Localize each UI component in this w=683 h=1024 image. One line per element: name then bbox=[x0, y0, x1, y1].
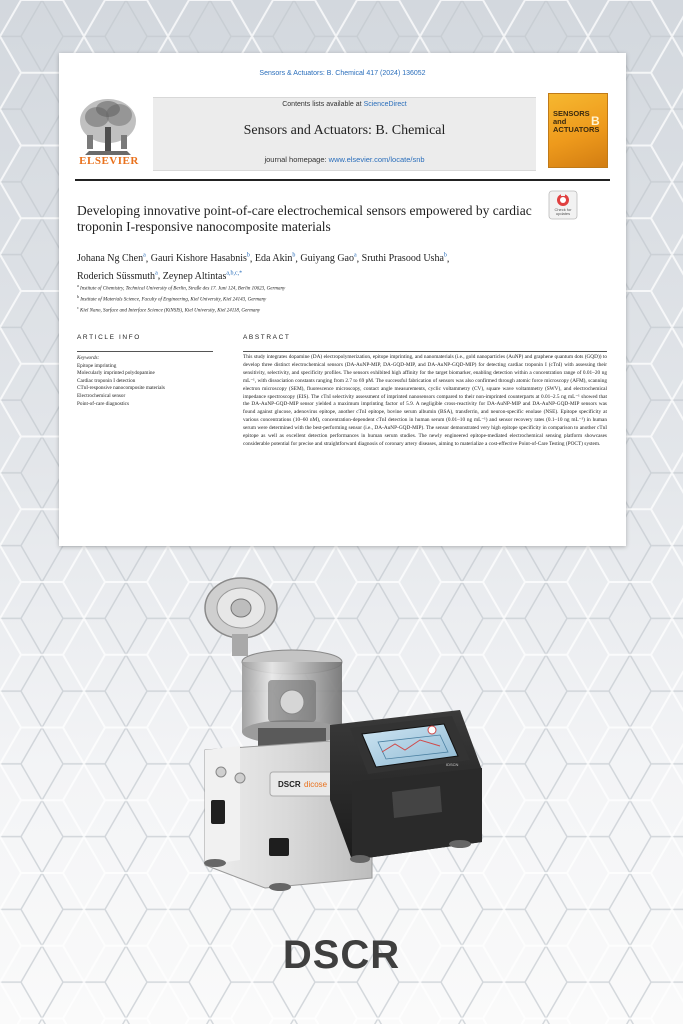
article-info-heading: ARTICLE INFO bbox=[77, 334, 141, 341]
dscr-device-image bbox=[0, 560, 683, 920]
homepage-link[interactable]: www.elsevier.com/locate/snb bbox=[328, 155, 425, 164]
author[interactable]: Guiyang Gao$^a$ bbox=[300, 253, 357, 265]
journal-cover-thumbnail bbox=[548, 93, 608, 168]
keyword-item: Electrochemical sensor bbox=[77, 392, 126, 399]
abstract-text: This study integrates dopamine (DA) electropolymerization, epitope imprinting, and nanomaterials (i.e., gold nanoparticles (AuNP) and graphene quantum dots (GQD)) to develop three distinct electrochemical sensors (DA-AuNP-MIP, DA-GQD-MIP, and DA-AuNP-GQD-MIP) for detecting cardiac troponin I (cTnI) with assessing their sensitivity, selectivity, and specificity profiles. The sensors exhibited high affinity for the target biomarker, enabling detection within a concentration range of 0.01–20 ng mL⁻¹, with dissociation constants ranging from 2.7 to 69 pM. The successful fabrication of sensors was also confirmed through atomic force microscopy (AFM), scanning electron microscopy (SEM), fluorescence microscopy, contact angle measurements, cyclic voltammetry (CV), square wave voltammetry (SWV), and electrochemical impedance spectroscopy (EIS). The cTnI selectivity assessment of imprinted nanosensors compared to their non-imprinted counterparts at 0.01–2.5 ng mL⁻¹ showed that the DA-AuNP-GQD-MIP sensor yielded a maximum imprinting factor of 5.9. A negligible cross-reactivity for DA-AuNP-MIP and DA-AuNP-GQD-MIP sensors was found against glucose, adenovirus epitope, another cTnI epitope, bovine serum albumin (BSA), transferrin, and neuron-specific enolase (NSE). Epitope specificity at various concentrations (10–60 nM), concentration-dependent cTnI detection in human serum (0.01–10 ng mL⁻¹) and sensor recovery rates (0.1–10 ng mL⁻¹) in human serum were determined with the best-performing sensor (i.e., DA-AuNP-GQD-MIP). The sensor demonstrated very high epitope specificity in comparison to another cTnI epitope as well as excellent detection performances in human serum studies. The newly engineered epitope-mediated electrochemical sensing platform showcases considerable potential for precise and straightforward diagnosis of coronary artery diseases, aiming to materialize a cost-effective Point-of-Care Testing (POCT) system. bbox=[243, 354, 607, 447]
keyword-item: Cardiac troponin I detection bbox=[77, 377, 136, 384]
paper-first-page bbox=[59, 53, 626, 546]
keyword-item: Epitope imprinting bbox=[77, 362, 117, 369]
author[interactable]: Zeynep Altintas$^{a,b,c,*}$ bbox=[162, 270, 243, 282]
brand-title: DSCR bbox=[282, 933, 401, 977]
author[interactable]: Johana Ng Chen$^a$ bbox=[77, 253, 146, 265]
homepage-line: journal homepage: www.elsevier.com/locate/snb bbox=[264, 155, 425, 164]
author[interactable]: Sruthi Prasood Usha$^b$ bbox=[361, 253, 447, 265]
check-for-updates-label: Check for updates bbox=[554, 207, 572, 216]
chamber-lid bbox=[205, 578, 277, 656]
device-label-text: DSCR bbox=[278, 780, 301, 789]
cover-letter: B bbox=[591, 114, 600, 128]
article-info-rule bbox=[77, 351, 213, 352]
journal-masthead bbox=[153, 97, 536, 171]
elsevier-wordmark: ELSEVIER bbox=[79, 155, 139, 167]
affiliation-item: $^b$ Institute of Materials Science, Faculty of Engineering, Kiel University, Kiel 24143, Germany bbox=[77, 294, 267, 303]
author[interactable]: Gauri Kishore Hasabnis$^b$ bbox=[150, 253, 250, 265]
abstract-heading: ABSTRACT bbox=[243, 334, 291, 341]
control-unit bbox=[330, 710, 482, 860]
author[interactable]: Roderich Süssmuth$^a$ bbox=[77, 270, 158, 282]
contents-line: Contents lists available at ScienceDirect bbox=[282, 101, 407, 108]
vacuum-chamber bbox=[242, 650, 342, 746]
journal-reference[interactable]: Sensors & Actuators: B. Chemical 417 (2024) 136052 bbox=[259, 70, 426, 77]
screen-bezel-text: IDSCN bbox=[446, 762, 459, 767]
device-label-brand: dicose bbox=[304, 780, 328, 789]
keyword-item: CTnI-responsive nanocomposite materials bbox=[77, 385, 165, 392]
paper-title: Developing innovative point-of-care electrochemical sensors empowered by cardiac troponin I-responsive nanocomposite materials bbox=[77, 203, 532, 234]
keywords-heading: Keywords: bbox=[77, 355, 100, 361]
cover-title: SENSORS and ACTUATORS bbox=[553, 109, 600, 134]
affiliations bbox=[77, 282, 607, 315]
affiliation-item: $^a$ Institute of Chemistry, Technical University of Berlin, Straße des 17. Juni 124, Berlin 10623, Germany bbox=[77, 283, 286, 292]
header-divider bbox=[75, 179, 610, 181]
author-list: Johana Ng Chen$^a$, Gauri Kishore Hasabnis$^b$, Eda Akin$^b$, Guiyang Gao$^a$, Sruthi Prasood Usha$^b$, Roderich Süssmuth$^a$, Zeynep Altintas$^{a,b,c,*}$ bbox=[77, 253, 450, 282]
sciencedirect-link[interactable]: ScienceDirect bbox=[363, 101, 407, 108]
author[interactable]: Eda Akin$^b$ bbox=[254, 253, 296, 265]
abstract-rule bbox=[243, 351, 607, 352]
keywords-block bbox=[77, 355, 217, 408]
affiliation-item: $^c$ Kiel Nano, Surface and Interface Science (KiNSIS), Kiel University, Kiel 24118, Germany bbox=[77, 305, 261, 314]
keyword-item: Molecularly imprinted polydopamine bbox=[77, 370, 155, 377]
journal-title: Sensors and Actuators: B. Chemical bbox=[243, 123, 446, 138]
keyword-item: Point-of-care diagnostics bbox=[77, 400, 130, 407]
